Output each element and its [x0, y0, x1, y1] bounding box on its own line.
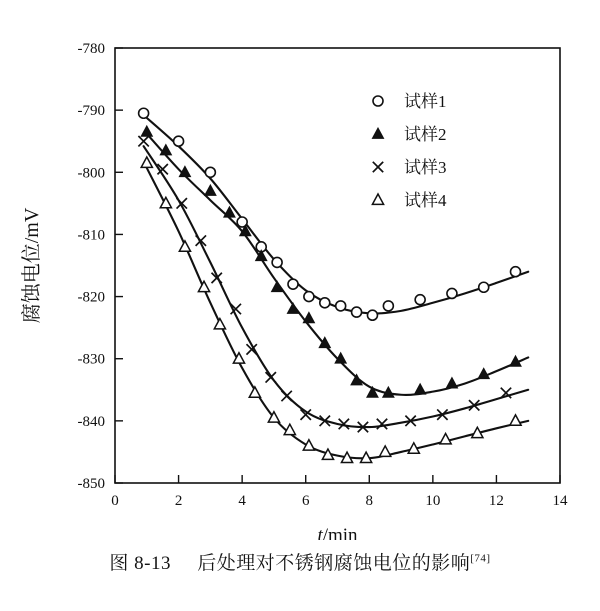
x-tick-label: 12 — [488, 493, 504, 509]
x-tick-label: 8 — [365, 493, 374, 509]
marker-circle-open — [205, 167, 215, 177]
marker-triangle-filled — [303, 312, 314, 322]
caption-number: 图 8-13 — [109, 553, 171, 574]
y-tick-label: -850 — [77, 476, 105, 492]
legend — [372, 92, 447, 210]
marker-circle-open — [373, 96, 383, 106]
marker-triangle-filled — [141, 126, 152, 136]
marker-triangle-filled — [478, 368, 489, 378]
marker-circle-open — [320, 298, 330, 308]
marker-circle-open — [367, 310, 377, 320]
caption-text: 后处理对不锈钢腐蚀电位的影响 — [197, 553, 471, 574]
caption-reference: [74] — [470, 552, 491, 565]
x-tick-label: 14 — [552, 493, 568, 509]
marker-triangle-open — [198, 281, 209, 291]
marker-triangle-filled — [372, 128, 383, 138]
marker-circle-open — [383, 301, 393, 311]
series-4 — [141, 157, 528, 463]
legend-label: 试样3 — [404, 158, 447, 177]
marker-triangle-open — [214, 319, 225, 329]
marker-circle-open — [352, 307, 362, 317]
series-3 — [138, 136, 528, 432]
x-tick-label: 2 — [174, 493, 183, 509]
legend-label: 试样1 — [404, 92, 447, 111]
marker-triangle-open — [440, 434, 451, 444]
marker-triangle-open — [249, 387, 260, 397]
y-axis-title: 腐蚀电位/mV — [21, 207, 43, 324]
marker-triangle-open — [510, 415, 521, 425]
marker-triangle-open — [179, 241, 190, 251]
marker-triangle-filled — [446, 378, 457, 388]
y-tick-label: -780 — [77, 41, 105, 57]
marker-triangle-filled — [205, 185, 216, 195]
x-axis-title: t/min — [317, 525, 358, 540]
series-1 — [139, 108, 529, 320]
y-tick-label: -800 — [77, 165, 105, 182]
marker-circle-open — [336, 301, 346, 311]
figure-caption — [0, 548, 600, 575]
marker-circle-open — [139, 108, 149, 118]
y-tick-label: -810 — [77, 227, 105, 244]
marker-circle-open — [288, 279, 298, 289]
x-tick-label: 0 — [111, 493, 119, 509]
marker-triangle-filled — [367, 387, 378, 397]
y-tick-label: -840 — [77, 413, 105, 430]
x-tick-label: 6 — [301, 493, 310, 509]
y-tick-label: -820 — [77, 289, 105, 306]
y-tick-label: -790 — [77, 103, 105, 120]
x-tick-label: 4 — [238, 493, 246, 509]
marker-triangle-open — [372, 194, 383, 204]
marker-circle-open — [511, 267, 521, 277]
y-tick-label: -830 — [77, 351, 105, 368]
marker-circle-open — [304, 292, 314, 302]
marker-circle-open — [479, 282, 489, 292]
marker-circle-open — [272, 257, 282, 267]
plot-frame — [115, 48, 560, 483]
marker-circle-open — [415, 295, 425, 305]
series-curve — [147, 168, 528, 458]
x-tick-label: 10 — [425, 493, 441, 509]
legend-label: 试样4 — [404, 191, 447, 210]
marker-triangle-open — [380, 446, 391, 456]
marker-circle-open — [174, 136, 184, 146]
marker-circle-open — [447, 288, 457, 298]
marker-triangle-filled — [415, 384, 426, 394]
legend-label: 试样2 — [404, 125, 447, 144]
